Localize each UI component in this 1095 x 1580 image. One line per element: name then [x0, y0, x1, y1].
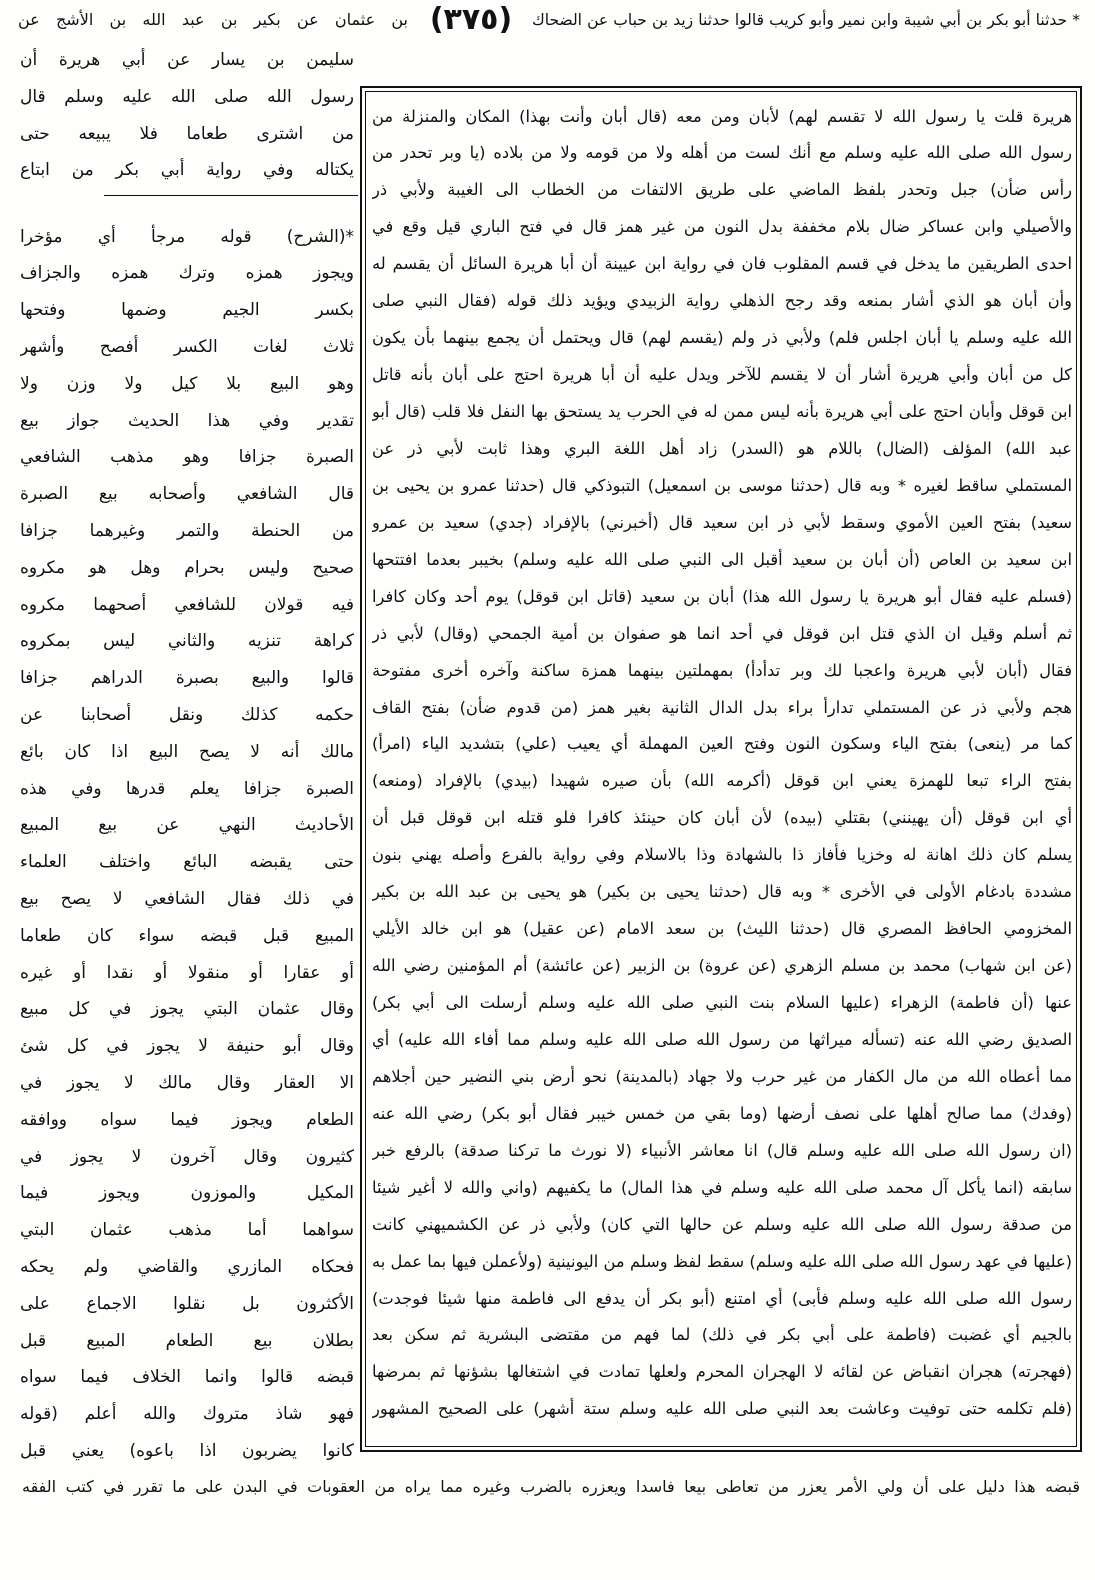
main-text-line: عنها (أن فاطمة) الزهراء (عليها السلام بنت النبي صلى الله عليه وسلم أرسلت الى أبي بكر) — [372, 993, 1072, 1012]
commentary-line: بكسر الجيم وضمها وفتحها — [20, 300, 354, 321]
main-text-line: ابن سعيد بن العاص (أن أبان بن سعيد أقبل الى النبي صلى الله عليه وسلم) بخيبر بعدما افتتحها — [372, 549, 1072, 569]
hadith-line: سليمن بن يسار عن أبي هريرة أن — [20, 50, 354, 70]
commentary-line: فيه قولان للشافعي أصحهما مكروه — [20, 594, 354, 615]
main-text-line: هريرة قلت يا رسول الله لا تقسم لهم) لأبان ومن معه (قال أبان وأنت بهذا) المكان والمنزلة من — [372, 106, 1072, 126]
commentary-line: قالوا والبيع بصبرة الدراهم جزافا — [20, 668, 354, 689]
commentary-line: المكيل والموزون ويجوز فيما — [20, 1183, 354, 1204]
commentary-line: مالك أنه لا يصح البيع اذا كان بائع — [20, 741, 354, 762]
page-number: (٣٧٥) — [429, 2, 513, 37]
main-text-line: مشددة بادغام الأولى في الأخرى * وبه قال (حدثنا يحيى بن بكير) هو يحيى بن عبد الله بن بكير — [372, 882, 1072, 902]
main-text-line: بالجيم أي غضبت (فاطمة على أبي بكر في ذلك) لما فهم من مقتضى البشرية ثم سكن بعد — [372, 1325, 1072, 1345]
main-text-line: هجم ولأبي ذر عن المستملي تدارأ براء بدل الدال الثانية بغير همز (من قدوم ضأن) بفتح القاف — [372, 697, 1072, 717]
main-text-line: ثم أسلم وقيل ان الذي قتل ابن قوقل في أحد انما هو صفوان بن أمية الجمحي (وقال) لأبي ذر — [372, 623, 1072, 643]
commentary-line: ويجوز همزه وترك همزه والجزاف — [20, 263, 354, 284]
main-text-line: وأن أبان هو الذي أشار بمنعه وقد رجح الذهلي رواية الزبيدي ويؤيد ذلك قوله (فقال النبي صلى — [372, 291, 1072, 311]
main-text-line: (فلم تكلمه حتى توفيت وعاشت بعد النبي صلى الله عليه وسلم ستة أشهر) على الصحيح المشهور — [372, 1399, 1072, 1419]
main-text-line: رأس ضأن) جبل وتحدر بلفظ الماضي على طريق الالتفات من الخطاب الى الغيبة ولأبي ذر — [372, 180, 1072, 200]
commentary-line: المبيع قبل قبضه سواء كان طعاما — [20, 925, 354, 946]
commentary-line: الأحاديث النهي عن بيع المبيع — [20, 815, 354, 836]
commentary-line: أو عقارا أو منقولا أو نقدا أو غيره — [20, 962, 354, 983]
main-text-line: كما مر (ينعى) بفتح الياء وسكون النون وفتح العين المهملة أي يعيب (علي) بتشديد الياء (امرأ) — [372, 734, 1072, 754]
commentary-line: سواهما أما مذهب عثمان البتي — [20, 1220, 354, 1241]
main-text-line: من صدقة رسول الله صلى الله عليه وسلم عن حالها التي كان) ولأبي ذر عن الكشميهني كانت — [372, 1214, 1072, 1234]
commentary-line: فحكاه المازري والقاضي ولم يحكه — [20, 1256, 354, 1277]
header-isnad-text-right: * حدثنا أبو بكر بن أبي شيبة وابن نمير وأبو كريب قالوا حدثنا زيد بن حباب عن الضحاك — [532, 11, 1080, 29]
commentary-line: بطلان بيع الطعام المبيع قبل — [20, 1330, 354, 1351]
main-text-line: فقال (أبان لأبي هريرة واعجبا لك وبر تدأدأ) بمهملتين بينهما همزة ساكنة وآخره أخرى مفتوحة — [372, 660, 1072, 680]
main-text-line: رسول الله صلى الله عليه وسلم فأبى) أي امتنع (أبو بكر أن يدفع الى فاطمة منها شيئا فوجدت) — [372, 1288, 1072, 1308]
commentary-line: الأكثرون بل نقلوا الاجماع على — [20, 1293, 354, 1314]
main-text-line: (عليها في عهد رسول الله صلى الله عليه وسلم) سقط لفظ وسلم من اليونينية (ولأعملن فيها بما عمل به — [372, 1251, 1072, 1271]
commentary-line: الصبرة جزافا وهو مذهب الشافعي — [20, 447, 354, 468]
main-text-line: (فسلم عليه فقال أبو هريرة يا رسول الله هذا) أبان بن سعيد (قاتل ابن قوقل) يوم أحد وكان كافرا — [372, 586, 1072, 606]
commentary-line: كثيرون وقال آخرون لا يجوز في — [20, 1146, 354, 1167]
commentary-line: كراهة تنزيه والثاني ليس بمكروه — [20, 631, 354, 652]
commentary-line: قبضه قالوا وانما الخلاف فيما سواه — [20, 1367, 354, 1388]
footer-line: قبضه هذا دليل على أن ولي الأمر يعزر من تعاطى بيعا فاسدا ويعزره بالضرب وغيره مما يراه من العقوبات في البدن على ما تقرر في كتب الفقه — [22, 1477, 1080, 1496]
main-text-line: المخزومي الحافظ المصري قال (حدثنا الليث) بن سعد الامام (عن عقيل) هو ابن خالد الأيلي — [372, 919, 1072, 939]
main-text-block — [372, 99, 1072, 1429]
main-text-line: بفتح الراء تبعا للهمزة يعني ابن قوقل (أكرمه الله) بأن صيره شهيدا (بيدي) بالإفراد (ومنعه) — [372, 771, 1072, 791]
commentary-line: الصبرة جزافا يعلم قدرها وفي هذه — [20, 778, 354, 799]
main-text-line: يسلم كان ذلك اهانة له وخزيا فأفاز ذا بالشهادة وذا بالاسلام وفي رواية بالفرع وأصله يهني بنون — [372, 845, 1072, 865]
main-text-line: عبد الله) المؤلف (الضال) باللام هو (السدر) زاد أهل اللغة البري وهذا ثابت لأبي ذر عن — [372, 438, 1072, 458]
commentary-line: من الحنطة والتمر وغيرهما جزافا — [20, 520, 354, 541]
commentary-line: تقدير وفي هذا الحديث جواز بيع — [20, 410, 354, 431]
hadith-line: يكتاله وفي رواية أبي بكر من ابتاع — [20, 160, 354, 181]
commentary-line: وقال عثمان البتي يجوز في كل مبيع — [20, 999, 354, 1020]
side-hadith-block — [20, 42, 354, 189]
commentary-line: وهو البيع بلا كيل ولا وزن ولا — [20, 373, 354, 394]
commentary-line: فهو شاذ متروك والله أعلم (قوله — [20, 1404, 354, 1425]
commentary-line: الطعام ويجوز فيما سواه ووافقه — [20, 1109, 354, 1130]
main-text-line: (عن ابن شهاب) محمد بن مسلم الزهري (عن عروة) بن الزبير (عن عائشة) أم المؤمنين رضي الله — [372, 956, 1072, 976]
main-text-line: (ان رسول الله صلى الله عليه وسلم قال) انا معاشر الأنبياء (لا نورث ما تركنا صدقة) بالرفع خبر — [372, 1140, 1072, 1160]
header-isnad-text-left: بن عثمان عن بكير بن عبد الله بن الأشج عن — [18, 10, 408, 29]
hadith-line: رسول الله صلى الله عليه وسلم قال — [20, 86, 354, 107]
commentary-line: حكمه كذلك ونقل أصحابنا عن — [20, 704, 354, 725]
hadith-divider — [104, 195, 358, 196]
main-text-line: رسول الله صلى الله عليه وسلم مع أنك لست من أهله ولا من قومه ولا من بلاده (يا وبر تحدر من — [372, 143, 1072, 163]
commentary-line: الا العقار وقال مالك لا يجوز في — [20, 1072, 354, 1093]
main-text-line: (فهجرته) هجران انقباض عن لقائه لا الهجران المحرم ولعلها تمادت في اشتغالها بشؤنها ثم بمرضها — [372, 1362, 1072, 1382]
main-text-line: سعيد) بفتح العين الأموي وسقط لأبي ذر ابن سعيد قال (أخبرني) بالإفراد (جدي) سعيد بن عمرو — [372, 512, 1072, 532]
commentary-line: صحيح وليس بحرام وهل هو مكروه — [20, 557, 354, 578]
hadith-line: من اشترى طعاما فلا يبيعه حتى — [20, 123, 354, 144]
commentary-line: وقال أبو حنيفة لا يجوز في كل شئ — [20, 1036, 354, 1057]
commentary-line: في ذلك فقال الشافعي لا يصح بيع — [20, 888, 354, 909]
commentary-line: حتى يقبضه البائع واختلف العلماء — [20, 852, 354, 873]
main-text-line: الله عليه وسلم يا أبان اجلس فلم) ولأبي ذر ولم (يقسم لهم) قال ويحتمل أن يجمع بينهما بأن يكون — [372, 328, 1072, 348]
main-text-line: مما أعطاه الله من مال الكفار من غير حرب ولا جهاد (بالمدينة) نحو أرض بني النضير حين أجلاهم — [372, 1066, 1072, 1086]
main-text-line: احدى الطريقين ما يدخل في قسم المقلوب فان في رواية ابن عيينة أن أبا هريرة السائل أن يقسم له — [372, 254, 1072, 274]
main-text-line: الصديق رضي الله عنه (تسأله ميراثها من رسول الله صلى الله عليه وسلم مما أفاء الله عليه) أي — [372, 1029, 1072, 1049]
commentary-line: كانوا يضربون اذا باعوه) يعني قبل — [20, 1440, 354, 1461]
main-text-line: سابقه (انما يأكل آل محمد صلى الله عليه وسلم في هذا المال) ما يكفيهم (واني والله لا أغير شيئا — [372, 1177, 1072, 1197]
commentary-line: *(الشرح) قوله مرجأ أي مؤخرا — [20, 226, 354, 247]
main-text-line: ابن قوقل وأبان احتج على أبي هريرة بأنه ليس ممن له في الحرب يد يستحق بها النفل فلا قلب (قال أبو — [372, 402, 1072, 421]
main-text-line: أي ابن قوقل (أن يهينني) بقتلي (بيده) لأن أبان كان حينئذ كافرا فلو قتله ابن قوقل قبل أن — [372, 808, 1072, 828]
main-text-line: المستملي ساقط لغيره * وبه قال (حدثنا موسى بن اسمعيل) التبوذكي قال (حدثنا عمرو بن يحيى بن — [372, 475, 1072, 495]
main-text-line: والأصيلي وابن عساكر ضال بلام مخففة بدل النون من غير همز قال في فتح الباري قيل وقع في — [372, 217, 1072, 237]
side-commentary-block — [20, 219, 354, 1470]
main-text-line: (وفدك) مما صالح أهلها على نصف أرضها (وما بقي من خمس خيبر فقال أبو بكر) رضي الله عنه — [372, 1103, 1072, 1123]
main-text-line: كل من أبان وأبي هريرة أشار أن لا يقسم للآخر ويدل عليه أن أبا هريرة احتج على أبان بأنه قاتل — [372, 365, 1072, 385]
commentary-line: ثلاث لغات الكسر أفصح وأشهر — [20, 336, 354, 357]
commentary-line: قال الشافعي وأصحابه بيع الصبرة — [20, 484, 354, 505]
